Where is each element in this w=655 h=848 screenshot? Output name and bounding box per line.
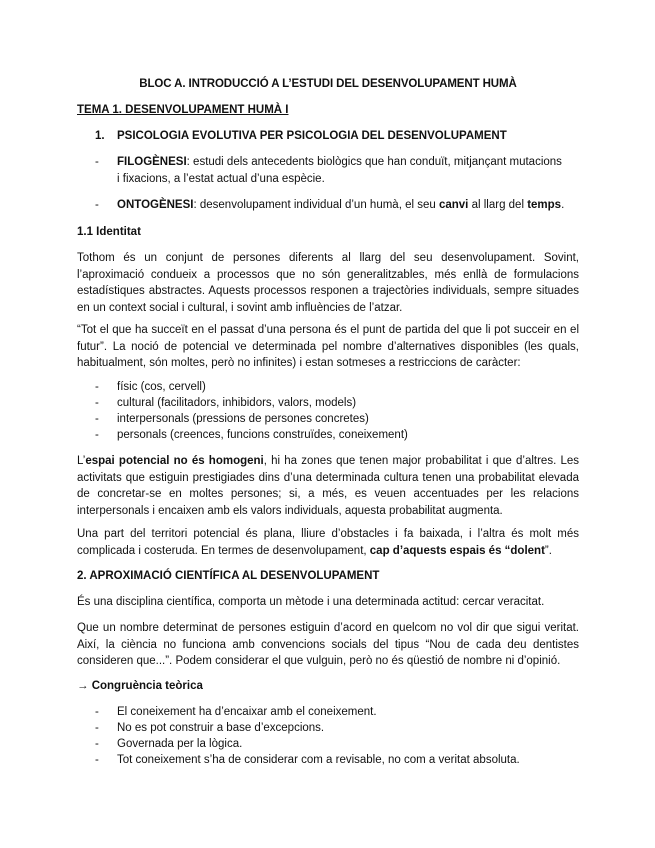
list-item: - Tot coneixement s’ha de considerar com a revisable, no com a veritat absoluta. <box>95 754 520 766</box>
section-1-title: PSICOLOGIA EVOLUTIVA PER PSICOLOGIA DEL DESENVOLUPAMENT <box>117 130 507 142</box>
dash-bullet: - <box>95 199 99 211</box>
list-item: - cultural (facilitadors, inhibidors, valors, models) <box>95 397 357 409</box>
section-1-heading <box>95 128 507 145</box>
ontogenesi-temps: temps <box>527 199 562 211</box>
congruencia-heading: → Congruència teòrica <box>77 680 203 692</box>
filogenesi-text-2: i fixacions, a l’estat actual d’una espècie. <box>117 172 325 185</box>
list-item: - interpersonals (pressions de persones concretes) <box>95 413 369 425</box>
ontogenesi-term: ONTOGÈNESI <box>117 199 194 211</box>
list-item: - físic (cos, cervell) <box>95 381 206 393</box>
section-2-paragraph-2: Que un nombre determinat de persones estiguin d’acord en quelcom no vol dir que sigui veritat. Així, la ciència no funciona amb convencions socials del tipus “Nou de cada deu dentistes consideren que...”. Podem considerar el que vulguin, però no és qüestió de nombre ni d’opinió. <box>77 622 579 667</box>
identitat-paragraph-4: Una part del territori potencial és plana, lliure d’obstacles i fa baixada, i l’altra és molt més complicada i costeruda. En termes de desenvolupament, cap d’aquests espais és “dolent”. <box>77 528 579 557</box>
filogenesi-term: FILOGÈNESI <box>117 156 187 168</box>
congruencia-list <box>95 704 579 768</box>
ontogenesi-item: - ONTOGÈNESI: desenvolupament individual d’un humà, el seu canvi al llarg del temps. <box>95 197 579 214</box>
restriccions-list <box>95 379 579 443</box>
list-item: - Governada per la lògica. <box>95 738 243 750</box>
filogenesi-item <box>95 154 579 187</box>
list-item: - personals (creences, funcions construïdes, coneixement) <box>95 429 408 441</box>
filogenesi-text-1: : estudi dels antecedents biològics que han conduït, mitjançant mutacions <box>186 156 562 168</box>
list-item: - El coneixement ha d’encaixar amb el coneixement. <box>95 706 377 718</box>
identitat-heading: 1.1 Identitat <box>77 226 141 238</box>
identitat-paragraph-1: Tothom és un conjunt de persones diferents al llarg del seu desenvolupament. Sovint, l’aproximació condueix a processos que no són generalitzables, més enllà de formulacions estadístiques abstractes. Aquests processos responen a trajectòries individuals, sempre situades en un context social i cultural, i sovint amb influències de l’atzar. <box>77 252 579 314</box>
list-item: - No es pot construir a base d’excepcions. <box>95 722 325 734</box>
section-2-paragraph-1: És una disciplina científica, comporta un mètode i una determinada actitud: cercar veracitat. <box>77 596 545 608</box>
section-2-heading: 2. APROXIMACIÓ CIENTÍFICA AL DESENVOLUPAMENT <box>77 570 380 582</box>
tema-heading: TEMA 1. DESENVOLUPAMENT HUMÀ I <box>77 104 289 116</box>
section-1-number: 1. <box>95 130 105 142</box>
dash-bullet: - <box>95 156 99 168</box>
identitat-paragraph-3: L’espai potencial no és homogeni, hi ha zones que tenen major probabilitat i que d’altres. Les activitats que estiguin prestigiades dins d’una determinada cultura tenen una probabilitat elevada de concretar-se en moltes persones; si, a més, es veuen accentuades per les relacions interpersonals i encaixen amb els valors individuals, aquesta probabilitat augmenta. <box>77 455 579 517</box>
ontogenesi-canvi: canvi <box>438 199 469 211</box>
document-title: BLOC A. INTRODUCCIÓ A L’ESTUDI DEL DESENVOLUPAMENT HUMÀ <box>139 78 517 90</box>
identitat-paragraph-2: “Tot el que ha succeït en el passat d’una persona és el punt de partida del que li pot succeir en el futur”. La noció de potencial ve determinada pel nombre d’alternatives disponibles (les quals, habitualment, són moltes, però no infinites) i estan sotmeses a restriccions de caràcter: <box>77 324 579 369</box>
